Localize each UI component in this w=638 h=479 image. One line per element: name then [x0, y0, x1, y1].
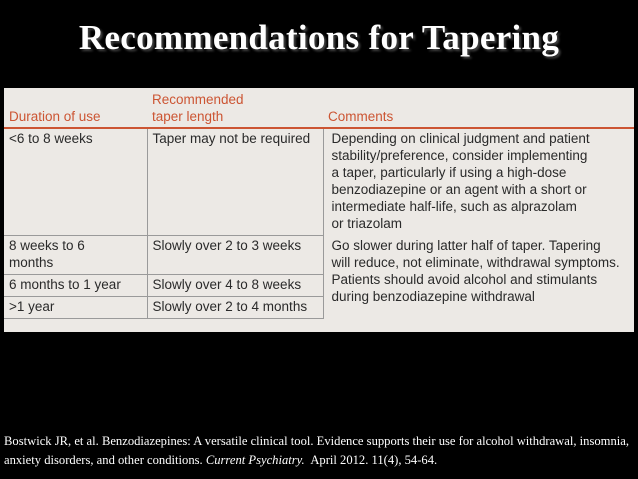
- table-row: [4, 128, 634, 236]
- taper-table-image: [4, 88, 634, 332]
- comment-cell: [323, 128, 634, 236]
- comment-line: benzodiazepine or an agent with a short or: [331, 182, 587, 197]
- comment-line: Depending on clinical judgment and patient: [331, 131, 590, 146]
- duration-cell: 6 months to 1 year: [4, 275, 147, 297]
- duration-line: months: [9, 255, 54, 270]
- header-duration: Duration of use: [4, 88, 147, 128]
- header-comments: Comments: [323, 88, 634, 128]
- header-taper-length: [147, 88, 323, 128]
- comment-line: or triazolam: [331, 216, 403, 231]
- slide-title: Recommendations for Tapering: [78, 18, 560, 57]
- comment-line: intermediate half-life, such as alprazolam: [331, 199, 577, 214]
- table-header-row: [4, 88, 634, 128]
- taper-cell: Slowly over 4 to 8 weeks: [147, 275, 323, 297]
- taper-cell: Slowly over 2 to 3 weeks: [147, 236, 323, 275]
- taper-table: [4, 88, 634, 319]
- header-taper-line1: Recommended: [152, 92, 244, 107]
- taper-cell: Taper may not be required: [147, 128, 323, 236]
- duration-cell: >1 year: [4, 297, 147, 319]
- table-row: [4, 236, 634, 275]
- shared-comment-cell: [323, 236, 634, 319]
- comment-line: a taper, particularly if using a high-dose: [331, 165, 567, 180]
- comment-line: stability/preference, consider implementing: [331, 148, 588, 163]
- header-taper-line2: taper length: [152, 109, 224, 124]
- citation-text: Bostwick JR, et al. Benzodiazepines: A versatile clinical tool. Evidence supports their use for alcohol withdrawal, insomnia, anxiety disorders, and other conditions.: [4, 434, 629, 467]
- taper-cell: Slowly over 2 to 4 months: [147, 297, 323, 319]
- comment-line: Patients should avoid alcohol and stimulants: [331, 271, 598, 287]
- comment-line: during benzodiazepine withdrawal: [331, 288, 535, 304]
- citation-journal: Current Psychiatry.: [205, 453, 305, 467]
- citation-date: April 2012. 11(4), 54-64.: [310, 453, 438, 467]
- duration-cell: <6 to 8 weeks: [4, 128, 147, 236]
- comment-line: Go slower during latter half of taper. Tapering: [331, 237, 601, 253]
- citation: [4, 432, 634, 470]
- duration-line: 8 weeks to 6: [9, 238, 85, 253]
- comment-line: will reduce, not eliminate, withdrawal symptoms.: [331, 254, 620, 270]
- duration-cell: [4, 236, 147, 275]
